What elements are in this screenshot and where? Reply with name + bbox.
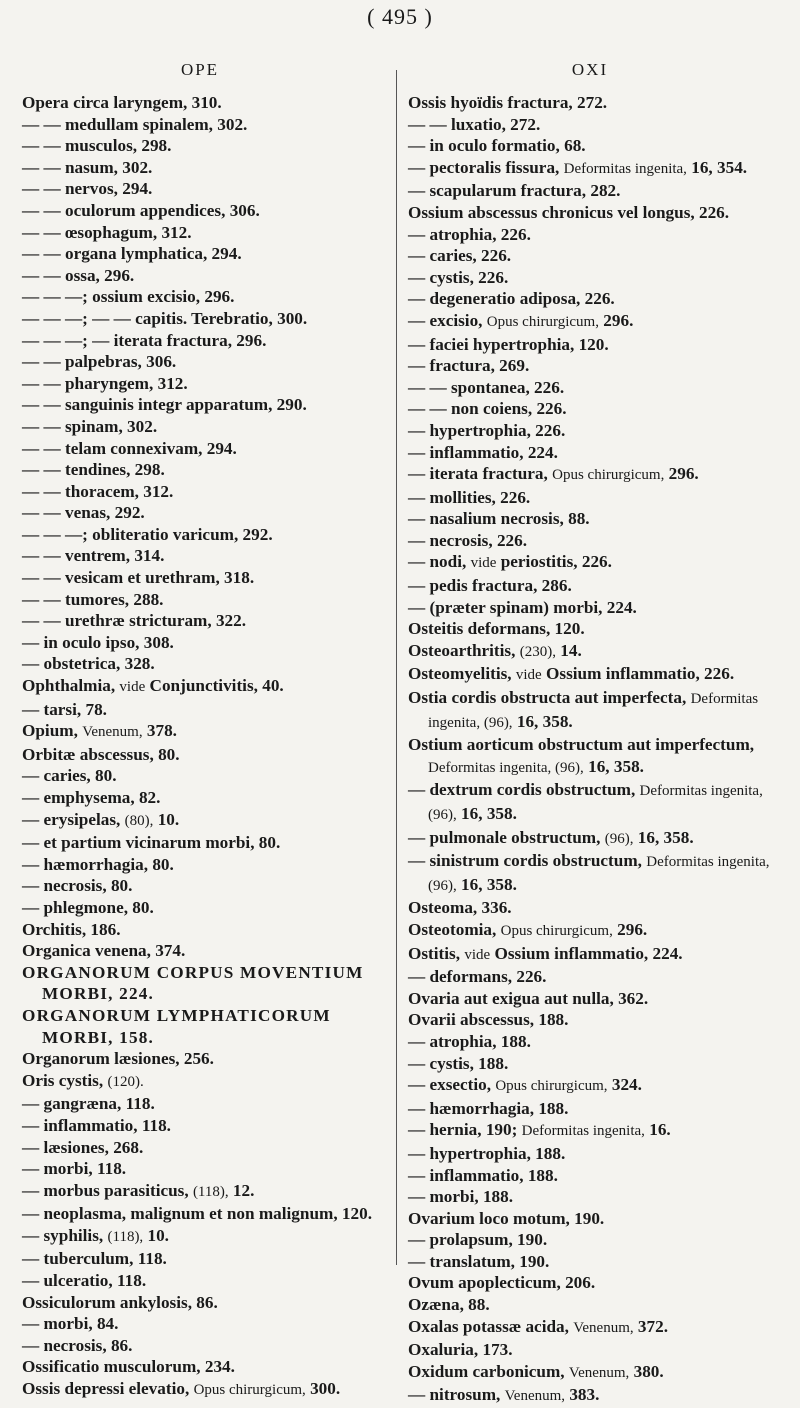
- entry-text: — morbus parasiticus,: [22, 1180, 193, 1200]
- index-entry: [408, 245, 778, 267]
- index-entry: [22, 632, 392, 654]
- index-entry: [22, 699, 392, 721]
- entry-text: Ostium aorticum obstructum aut imperfectum,: [408, 735, 755, 755]
- index-entry: [22, 114, 392, 136]
- index-entry: [408, 355, 778, 377]
- entry-text: Ossiculorum ankylosis, 86.: [22, 1292, 218, 1312]
- entry-text: — — urethræ stricturam, 322.: [22, 611, 247, 631]
- index-entry: [408, 1272, 778, 1294]
- index-entry: [22, 1313, 392, 1335]
- index-entry: [22, 1048, 392, 1070]
- entry-note: Deformitas ingenita, (96),: [428, 691, 759, 731]
- entry-text: 380.: [629, 1361, 664, 1381]
- index-entry: [22, 1270, 392, 1292]
- index-entry: [22, 92, 392, 114]
- entry-text: — — luxatio, 272.: [408, 114, 541, 134]
- entry-note: (118),: [192, 1183, 229, 1200]
- entry-note: (80),: [124, 812, 154, 829]
- index-entry: [408, 640, 778, 664]
- index-entry: [22, 567, 392, 589]
- entry-text: ORGANORUM LYMPHATICORUM MORBI, 158.: [22, 1005, 331, 1047]
- entry-note: Venenum,: [82, 724, 143, 741]
- index-entry: [408, 398, 778, 420]
- entry-text: — — medullam spinalem, 302.: [22, 114, 248, 134]
- entry-text: — tarsi, 78.: [22, 699, 107, 719]
- entry-text: — — sanguinis integr apparatum, 290.: [22, 395, 307, 415]
- entry-text: — inflammatio, 118.: [22, 1115, 171, 1135]
- entry-text: — translatum, 190.: [408, 1251, 550, 1271]
- entry-text: — tuberculum, 118.: [22, 1249, 167, 1269]
- entry-text: Oxidum carbonicum,: [408, 1361, 569, 1381]
- index-entry: [408, 919, 778, 943]
- entry-text: Osteomyelitis,: [408, 664, 516, 684]
- entry-text: — deformans, 226.: [408, 967, 547, 987]
- entry-text: — neoplasma, malignum et non malignum, 120.: [22, 1204, 372, 1224]
- entry-text: 16, 358.: [456, 804, 517, 823]
- entry-text: — necrosis, 80.: [22, 876, 133, 896]
- entry-note: Deformitas ingenita, (96),: [428, 783, 763, 823]
- entry-text: — — thoracem, 312.: [22, 481, 174, 501]
- index-entry: [22, 1158, 392, 1180]
- entry-text: Conjunctivitis, 40.: [145, 676, 284, 696]
- index-entry: [408, 420, 778, 442]
- index-entry: [408, 734, 778, 779]
- entry-text: Ossium abscessus chronicus vel longus, 226.: [408, 202, 730, 222]
- entry-text: Ovaria aut exigua aut nulla, 362.: [408, 988, 649, 1008]
- index-entry: [22, 330, 392, 352]
- index-entry: [408, 92, 778, 114]
- index-entry: [22, 854, 392, 876]
- entry-text: — exsectio,: [408, 1075, 496, 1095]
- entry-note: vide: [464, 946, 491, 963]
- entry-text: 296.: [664, 464, 699, 484]
- entry-text: — nasalium necrosis, 88.: [408, 509, 590, 529]
- index-entry: [408, 1294, 778, 1316]
- entry-text: — hæmorrhagia, 188.: [408, 1098, 569, 1118]
- right-index-column: [408, 92, 778, 1408]
- entry-text: — — non coiens, 226.: [408, 399, 567, 419]
- index-entry: [22, 720, 392, 744]
- index-entry: [22, 589, 392, 611]
- entry-text: — — musculos, 298.: [22, 136, 172, 156]
- entry-text: — necrosis, 226.: [408, 530, 528, 550]
- index-entry: [22, 1248, 392, 1270]
- index-entry: [22, 897, 392, 919]
- left-column-header: OPE: [180, 60, 220, 79]
- index-entry: [22, 675, 392, 699]
- entry-text: — emphysema, 82.: [22, 788, 161, 807]
- entry-text: Ossificatio musculorum, 234.: [22, 1357, 235, 1377]
- index-entry: [22, 809, 392, 833]
- entry-text: Ossis hyoïdis fractura, 272.: [408, 93, 608, 112]
- entry-text: Organica venena, 374.: [22, 941, 186, 961]
- index-entry: [22, 416, 392, 438]
- index-entry: [22, 1180, 392, 1204]
- entry-text: — sinistrum cordis obstructum,: [408, 851, 647, 871]
- entry-text: — atrophia, 188.: [408, 1031, 531, 1051]
- entry-text: — hypertrophia, 188.: [408, 1143, 566, 1163]
- index-entry: [408, 487, 778, 509]
- index-entry: [408, 1053, 778, 1075]
- index-entry: [408, 334, 778, 356]
- entry-note: vide: [515, 667, 542, 684]
- entry-text: — hæmorrhagia, 80.: [22, 854, 174, 874]
- entry-text: — — nervos, 294.: [22, 179, 153, 199]
- index-entry: [408, 1098, 778, 1120]
- entry-text: Orchitis, 186.: [22, 919, 121, 939]
- index-entry: [408, 1361, 778, 1385]
- entry-text: Osteoma, 336.: [408, 898, 512, 918]
- entry-text: — dextrum cordis obstructum,: [408, 780, 640, 800]
- column-divider: [396, 70, 397, 1265]
- index-entry: [408, 1031, 778, 1053]
- entry-text: — — venas, 292.: [22, 503, 145, 523]
- index-entry: [22, 940, 392, 962]
- index-entry: [22, 200, 392, 222]
- index-entry: [408, 966, 778, 988]
- index-entry: [22, 1005, 392, 1048]
- index-entry: [22, 157, 392, 179]
- entry-text: — — spinam, 302.: [22, 416, 158, 436]
- index-entry: [22, 135, 392, 157]
- entry-text: — — —; — iterata fractura, 296.: [22, 330, 267, 350]
- entry-text: — — tumores, 288.: [22, 589, 164, 609]
- entry-text: — morbi, 188.: [408, 1187, 514, 1207]
- index-entry: [408, 597, 778, 619]
- entry-note: Opus chirurgicum,: [552, 467, 665, 484]
- index-entry: [22, 610, 392, 632]
- entry-text: 10.: [143, 1225, 169, 1245]
- index-entry: [22, 265, 392, 287]
- left-index-column: [22, 92, 392, 1402]
- entry-text: 324.: [607, 1075, 642, 1095]
- entry-note: (120).: [107, 1073, 144, 1090]
- entry-text: — — organa lymphatica, 294.: [22, 244, 242, 264]
- index-entry: [22, 1137, 392, 1159]
- entry-text: — nitrosum,: [408, 1385, 505, 1405]
- index-entry: [22, 1356, 392, 1378]
- index-entry: [22, 875, 392, 897]
- entry-note: Opus chirurgicum,: [500, 922, 613, 939]
- entry-text: Oris cystis,: [22, 1070, 108, 1090]
- index-entry: [22, 222, 392, 244]
- entry-text: — ulceratio, 118.: [22, 1271, 147, 1291]
- index-entry: [408, 1229, 778, 1251]
- entry-text: — nodi,: [408, 552, 471, 572]
- index-entry: [408, 827, 778, 851]
- index-entry: [22, 744, 392, 766]
- entry-text: Opium,: [22, 721, 83, 741]
- entry-note: (230),: [519, 643, 556, 660]
- entry-text: — scapularum fractura, 282.: [408, 181, 621, 201]
- entry-text: — læsiones, 268.: [22, 1137, 144, 1157]
- index-entry: [408, 1384, 778, 1408]
- entry-text: — — œsophagum, 312.: [22, 222, 192, 242]
- index-entry: [408, 779, 778, 826]
- index-entry: [22, 1115, 392, 1137]
- entry-text: — mollities, 226.: [408, 487, 531, 507]
- entry-text: — atrophia, 226.: [408, 224, 531, 244]
- index-entry: [22, 545, 392, 567]
- entry-text: 300.: [305, 1379, 341, 1399]
- entry-text: — syphilis,: [22, 1225, 108, 1245]
- entry-text: Ossium inflammatio, 224.: [490, 943, 683, 963]
- entry-text: — necrosis, 86.: [22, 1335, 133, 1355]
- entry-text: — — ossa, 296.: [22, 265, 135, 285]
- entry-note: Opus chirurgicum,: [193, 1382, 306, 1399]
- entry-note: Deformitas ingenita, (96),: [428, 854, 770, 894]
- entry-text: — — pharyngem, 312.: [22, 373, 188, 393]
- entry-note: vide: [470, 555, 497, 572]
- page-number: ( 495 ): [367, 4, 433, 29]
- index-entry: [408, 1165, 778, 1187]
- entry-text: — prolapsum, 190.: [408, 1230, 548, 1250]
- index-entry: [408, 618, 778, 640]
- entry-text: — cystis, 226.: [408, 267, 509, 287]
- entry-note: (96),: [604, 830, 634, 847]
- entry-text: Osteitis deformans, 120.: [408, 619, 585, 639]
- entry-text: Ostia cordis obstructa aut imperfecta,: [408, 688, 691, 708]
- index-entry: [408, 508, 778, 530]
- index-entry: [22, 524, 392, 546]
- entry-text: — inflammatio, 224.: [408, 442, 558, 462]
- entry-text: — — ventrem, 314.: [22, 546, 165, 566]
- index-entry: [22, 1203, 392, 1225]
- index-entry: [408, 850, 778, 897]
- entry-note: Venenum,: [568, 1364, 630, 1381]
- entry-text: — obstetrica, 328.: [22, 654, 155, 674]
- index-entry: [408, 1009, 778, 1031]
- index-entry: [408, 1208, 778, 1230]
- index-entry: [408, 1339, 778, 1361]
- entry-note: Opus chirurgicum,: [486, 313, 599, 330]
- index-entry: [22, 373, 392, 395]
- entry-text: — phlegmone, 80.: [22, 897, 154, 917]
- index-entry: [22, 787, 392, 809]
- entry-text: 383.: [565, 1385, 600, 1405]
- index-entry: [22, 351, 392, 373]
- entry-note: Deformitas ingenita, (96),: [428, 759, 584, 776]
- index-entry: [408, 663, 778, 687]
- entry-text: — hernia, 190;: [408, 1120, 522, 1140]
- entry-text: Ovarium loco motum, 190.: [408, 1208, 605, 1228]
- index-entry: [22, 1335, 392, 1357]
- entry-text: Oxaluria, 173.: [408, 1340, 513, 1360]
- entry-text: — iterata fractura,: [408, 464, 553, 484]
- index-entry: [22, 765, 392, 787]
- entry-text: 372.: [633, 1316, 668, 1336]
- index-entry: [408, 530, 778, 552]
- index-entry: [22, 178, 392, 200]
- entry-text: — hypertrophia, 226.: [408, 420, 566, 440]
- index-entry: [408, 310, 778, 334]
- entry-text: — excisio,: [408, 310, 487, 330]
- entry-text: — degeneratio adiposa, 226.: [408, 289, 615, 309]
- entry-text: — gangræna, 118.: [22, 1094, 155, 1114]
- index-entry: [22, 1225, 392, 1249]
- entry-text: 16, 358.: [512, 711, 573, 731]
- index-entry: [22, 1378, 392, 1402]
- entry-text: — (præter spinam) morbi, 224.: [408, 597, 637, 617]
- index-entry: [408, 1186, 778, 1208]
- entry-note: vide: [119, 679, 146, 696]
- entry-note: (118),: [107, 1228, 144, 1245]
- entry-text: — caries, 226.: [408, 246, 512, 266]
- index-entry: [408, 288, 778, 310]
- entry-text: Opera circa laryngem, 310.: [22, 93, 222, 112]
- entry-text: 16, 354.: [686, 157, 748, 177]
- index-entry: [22, 832, 392, 854]
- entry-text: Ossis depressi elevatio,: [22, 1379, 194, 1399]
- entry-text: — — telam connexivam, 294.: [22, 438, 237, 458]
- entry-text: 296.: [612, 919, 648, 939]
- index-entry: [22, 438, 392, 460]
- entry-note: Deformitas ingenita,: [563, 160, 687, 177]
- index-entry: [408, 1143, 778, 1165]
- index-entry: [408, 897, 778, 919]
- index-entry: [408, 442, 778, 464]
- entry-text: Ovarii abscessus, 188.: [408, 1010, 569, 1030]
- entry-text: — caries, 80.: [22, 766, 117, 786]
- entry-text: Ossium inflammatio, 226.: [541, 664, 735, 684]
- index-entry: [408, 1251, 778, 1273]
- index-entry: [408, 943, 778, 967]
- index-entry: [408, 180, 778, 202]
- entry-text: — morbi, 118.: [22, 1159, 127, 1179]
- entry-text: 296.: [598, 310, 634, 330]
- entry-text: 10.: [153, 809, 180, 829]
- entry-text: 16, 358.: [583, 756, 644, 776]
- entry-text: — — —; obliteratio varicum, 292.: [22, 524, 273, 544]
- entry-text: 12.: [228, 1180, 255, 1200]
- index-entry: [22, 243, 392, 265]
- entry-text: Ozæna, 88.: [408, 1295, 490, 1315]
- entry-text: 14.: [555, 640, 582, 660]
- entry-text: — pedis fractura, 286.: [408, 576, 572, 596]
- right-column-header: OXI: [571, 60, 609, 79]
- entry-note: Opus chirurgicum,: [495, 1078, 608, 1095]
- entry-note: Venenum,: [573, 1319, 634, 1336]
- entry-text: — — nasum, 302.: [22, 157, 153, 177]
- entry-text: periostitis, 226.: [496, 552, 612, 572]
- index-entry: [408, 988, 778, 1010]
- index-entry: [408, 1074, 778, 1098]
- entry-text: — in oculo formatio, 68.: [408, 136, 586, 156]
- entry-text: 16, 358.: [456, 874, 517, 894]
- index-entry: [408, 1119, 778, 1143]
- entry-text: — — —; ossium excisio, 296.: [22, 287, 235, 307]
- entry-text: 16, 358.: [633, 827, 694, 847]
- index-entry: [22, 502, 392, 524]
- entry-text: — fractura, 269.: [408, 356, 530, 376]
- entry-text: — cystis, 188.: [408, 1053, 509, 1073]
- index-entry: [408, 1316, 778, 1340]
- entry-text: — et partium vicinarum morbi, 80.: [22, 833, 281, 853]
- index-entry: [22, 919, 392, 941]
- entry-text: Organorum læsiones, 256.: [22, 1049, 214, 1069]
- entry-text: — — spontanea, 226.: [408, 377, 565, 397]
- entry-text: Orbitæ abscessus, 80.: [22, 744, 180, 764]
- index-entry: [22, 1070, 392, 1094]
- index-entry: [408, 377, 778, 399]
- entry-text: — — oculorum appendices, 306.: [22, 200, 260, 220]
- entry-text: — — —; — — capitis. Terebratio, 300.: [22, 308, 308, 328]
- index-entry: [22, 394, 392, 416]
- index-entry: [22, 962, 392, 1005]
- entry-text: Oxalas potassæ acida,: [408, 1316, 574, 1336]
- index-entry: [408, 157, 778, 181]
- entry-text: 16.: [644, 1120, 671, 1140]
- index-entry: [408, 463, 778, 487]
- index-entry: [22, 653, 392, 675]
- index-entry: [408, 267, 778, 289]
- entry-text: — inflammatio, 188.: [408, 1165, 558, 1185]
- entry-note: Venenum,: [504, 1388, 566, 1405]
- entry-text: Osteoarthritis,: [408, 640, 520, 660]
- entry-text: — morbi, 84.: [22, 1314, 119, 1334]
- entry-text: — faciei hypertrophia, 120.: [408, 334, 609, 354]
- entry-text: — — vesicam et urethram, 318.: [22, 568, 255, 588]
- index-entry: [408, 202, 778, 224]
- entry-text: ORGANORUM CORPUS MOVENTIUM MORBI, 224.: [22, 962, 364, 1004]
- index-entry: [408, 114, 778, 136]
- index-entry: [22, 459, 392, 481]
- index-entry: [22, 286, 392, 308]
- index-entry: [408, 687, 778, 734]
- index-entry: [408, 224, 778, 246]
- index-entry: [22, 481, 392, 503]
- index-entry: [408, 135, 778, 157]
- entry-text: 378.: [142, 721, 177, 741]
- index-entry: [22, 1292, 392, 1314]
- index-entry: [22, 1093, 392, 1115]
- entry-text: — pulmonale obstructum,: [408, 827, 605, 847]
- index-entry: [22, 308, 392, 330]
- entry-text: — — palpebras, 306.: [22, 352, 177, 372]
- entry-text: Osteotomia,: [408, 919, 501, 939]
- index-entry: [408, 575, 778, 597]
- entry-text: — pectoralis fissura,: [408, 157, 564, 177]
- entry-text: Ostitis,: [408, 943, 465, 963]
- entry-text: — in oculo ipso, 308.: [22, 632, 174, 652]
- entry-note: Deformitas ingenita,: [521, 1123, 645, 1140]
- entry-text: Ovum apoplecticum, 206.: [408, 1273, 596, 1293]
- entry-text: — — tendines, 298.: [22, 460, 165, 480]
- entry-text: — erysipelas,: [22, 809, 125, 829]
- index-entry: [408, 551, 778, 575]
- entry-text: Ophthalmia,: [22, 676, 120, 696]
